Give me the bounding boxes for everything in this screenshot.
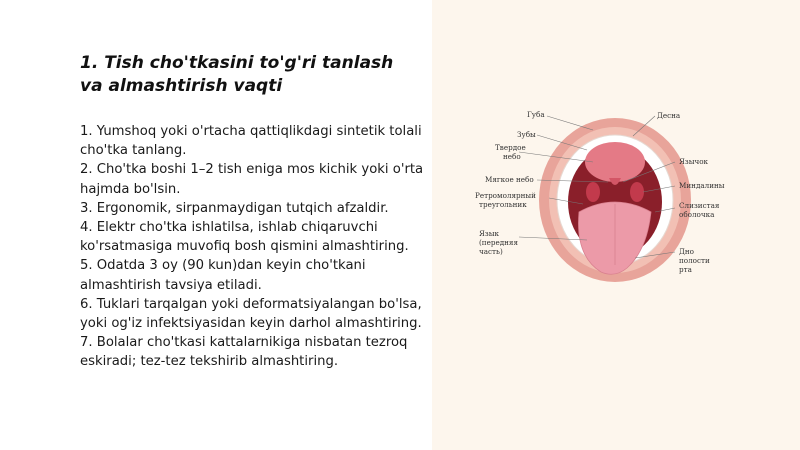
tips-list [80,122,432,372]
label-dno-2: полости [679,256,710,265]
leader-line [547,116,593,130]
label-slizistaya: Слизистая [679,201,720,210]
label-dno-3: рта [679,265,692,274]
mouth-anatomy-diagram [475,100,730,290]
list-item: 5. Odatda 3 oy (90 kun)dan keyin cho'tkani almashtirish tavsiya etiladi. [80,258,366,293]
label-yazyk-2: (передняя [479,238,518,247]
label-yazyk-3: часть) [479,247,503,256]
label-myagkoe-nebo: Мягкое небо [485,175,534,184]
label-guba: Губа [527,110,545,119]
palate [585,142,645,182]
tonsil-right [630,182,644,202]
list-item: 4. Elektr cho'tka ishlatilsa, ishlab chiqaruvchi ko'rsatmasiga muvofiq bosh qismini almashtiring. [80,220,409,255]
label-mindaliny: Миндалины [679,181,725,190]
label-dno: Дно [679,247,694,256]
label-tverdoe-nebo-2: небо [503,152,521,161]
label-desna: Десна [657,111,681,120]
list-item: 3. Ergonomik, sirpanmaydigan tutqich afzaldir. [80,200,389,216]
label-slizistaya-2: оболочка [679,210,715,219]
label-yazychok: Язычок [679,157,709,166]
list-item: 1. Yumshoq yoki o'rtacha qattiqlikdagi sintetik tolali cho'tka tanlang. [80,124,422,159]
list-item: 6. Tuklari tarqalgan yoki deformatsiyalangan bo'lsa, yoki og'iz infektsiyasidan keyin darhol almashtiring. [80,296,422,332]
list-item: 2. Cho'tka boshi 1–2 tish eniga mos kichik yoki o'rta hajmda bo'lsin. [80,162,424,197]
label-yazyk: Язык [479,229,499,238]
label-tverdoe-nebo: Твердое [495,143,526,152]
tonsil-left [586,182,600,202]
list-item: 7. Bolalar cho'tkasi kattalarnikiga nisbatan tezroq eskiradi; tez-tez tekshirib almashtiring. [80,335,408,370]
label-retromolyarny: Ретромолярный [475,191,536,200]
label-retromolyarny-2: треугольник [479,200,527,209]
slide-title: 1. Tish cho'tkasini to'g'ri tanlash va almashtirish vaqti [80,53,394,96]
label-zuby: Зубы [517,130,536,139]
